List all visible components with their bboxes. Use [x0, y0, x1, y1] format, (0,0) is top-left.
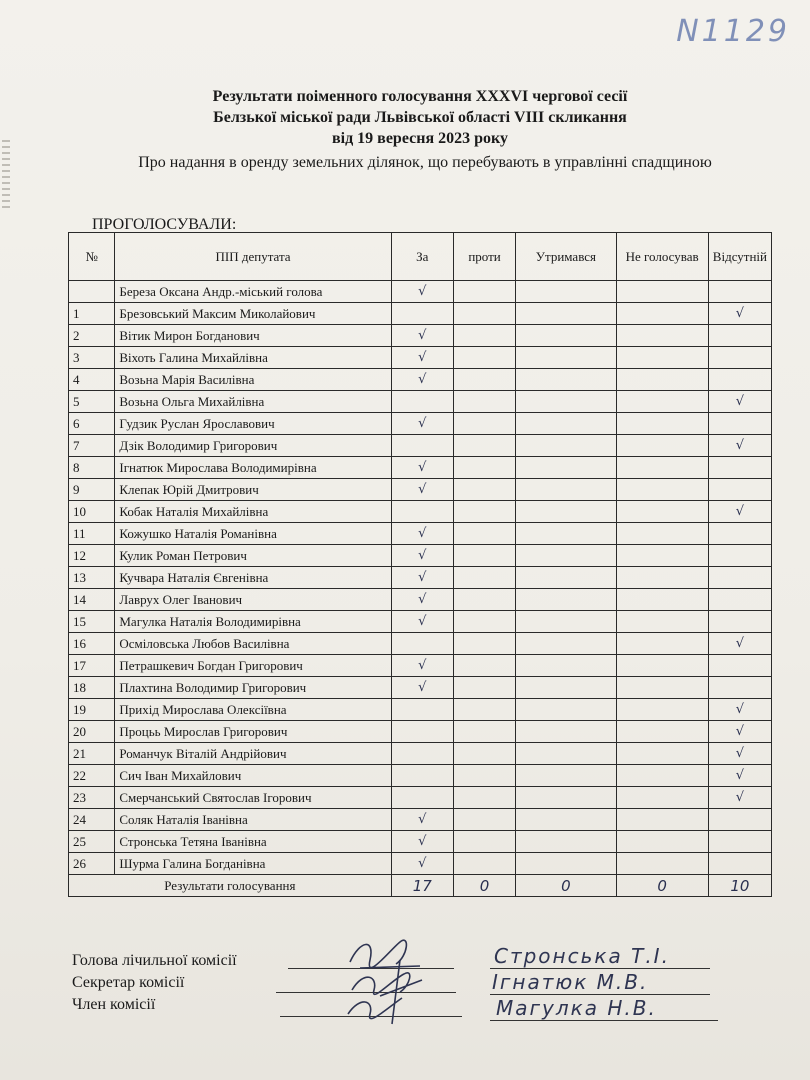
- header-name: ПІП депутата: [115, 233, 391, 281]
- row-abstained: [516, 369, 616, 391]
- results-abstained: 0: [516, 875, 616, 897]
- row-name: Береза Оксана Андр.-міський голова: [115, 281, 391, 303]
- row-number: 7: [69, 435, 115, 457]
- row-absent: [708, 457, 771, 479]
- row-not-voted: [616, 391, 708, 413]
- row-for: √: [391, 523, 453, 545]
- row-for: √: [391, 457, 453, 479]
- table-row: [69, 479, 772, 501]
- table-row: [69, 303, 772, 325]
- row-number: 9: [69, 479, 115, 501]
- title-line-3: від 19 вересня 2023 року: [332, 130, 508, 147]
- role-secretary: Секретар комісії: [72, 974, 185, 991]
- results-for: 17: [391, 875, 453, 897]
- row-for: [391, 501, 453, 523]
- row-not-voted: [616, 589, 708, 611]
- row-for: [391, 699, 453, 721]
- title-line-1: Результати поіменного голосування XXXVI чергової сесії: [212, 88, 628, 105]
- row-not-voted: [616, 677, 708, 699]
- row-for: [391, 435, 453, 457]
- row-against: [453, 567, 515, 589]
- row-for: [391, 765, 453, 787]
- table-row: [69, 765, 772, 787]
- row-absent: [708, 369, 771, 391]
- row-absent: √: [708, 743, 771, 765]
- handwritten-signatures: [330, 920, 440, 1030]
- row-abstained: [516, 589, 616, 611]
- table-row: [69, 655, 772, 677]
- row-against: [453, 303, 515, 325]
- row-abstained: [516, 567, 616, 589]
- row-for: [391, 743, 453, 765]
- table-row: [69, 545, 772, 567]
- row-number: 19: [69, 699, 115, 721]
- title-line-2: Белзької міської ради Львівської області VIII скликання: [213, 109, 627, 126]
- row-absent: [708, 545, 771, 567]
- row-name: Сич Іван Михайлович: [115, 765, 391, 787]
- header-absent: Відсутній: [708, 233, 771, 281]
- row-absent: [708, 567, 771, 589]
- row-against: [453, 501, 515, 523]
- row-for: √: [391, 655, 453, 677]
- row-not-voted: [616, 567, 708, 589]
- row-for: √: [391, 611, 453, 633]
- row-number: 14: [69, 589, 115, 611]
- row-not-voted: [616, 413, 708, 435]
- row-absent: [708, 589, 771, 611]
- table-row: [69, 501, 772, 523]
- votes-table: [68, 232, 772, 897]
- row-against: [453, 809, 515, 831]
- row-for: √: [391, 545, 453, 567]
- row-name: Петрашкевич Богдан Григорович: [115, 655, 391, 677]
- row-number: 17: [69, 655, 115, 677]
- row-absent: √: [708, 787, 771, 809]
- table-row: [69, 391, 772, 413]
- row-absent: √: [708, 721, 771, 743]
- row-against: [453, 677, 515, 699]
- results-label: Результати голосування: [69, 875, 392, 897]
- row-against: [453, 699, 515, 721]
- row-number: 25: [69, 831, 115, 853]
- row-for: √: [391, 369, 453, 391]
- table-row: [69, 369, 772, 391]
- row-against: [453, 347, 515, 369]
- row-for: [391, 303, 453, 325]
- row-name: Процьь Мирослав Григорович: [115, 721, 391, 743]
- row-against: [453, 853, 515, 875]
- row-number: 22: [69, 765, 115, 787]
- header-against: проти: [453, 233, 515, 281]
- row-against: [453, 611, 515, 633]
- row-number: 8: [69, 457, 115, 479]
- row-against: [453, 655, 515, 677]
- row-name: Кобак Наталія Михайлівна: [115, 501, 391, 523]
- table-row: [69, 787, 772, 809]
- row-against: [453, 435, 515, 457]
- row-abstained: [516, 655, 616, 677]
- results-not-voted: 0: [616, 875, 708, 897]
- row-name: Кучвара Наталія Євгенівна: [115, 567, 391, 589]
- row-number: 26: [69, 853, 115, 875]
- row-number: 13: [69, 567, 115, 589]
- name-line-member: [490, 1020, 718, 1021]
- row-against: [453, 413, 515, 435]
- row-absent: [708, 655, 771, 677]
- row-for: [391, 787, 453, 809]
- row-against: [453, 765, 515, 787]
- row-name: Шурма Галина Богданівна: [115, 853, 391, 875]
- row-for: √: [391, 479, 453, 501]
- header-not-voted: Не голосував: [616, 233, 708, 281]
- role-member: Член комісії: [72, 996, 156, 1013]
- role-chair: Голова лічильної комісії: [72, 952, 237, 969]
- row-abstained: [516, 611, 616, 633]
- row-not-voted: [616, 853, 708, 875]
- row-absent: [708, 325, 771, 347]
- row-not-voted: [616, 721, 708, 743]
- row-number: 21: [69, 743, 115, 765]
- row-number: 18: [69, 677, 115, 699]
- row-for: √: [391, 677, 453, 699]
- row-against: [453, 721, 515, 743]
- handwritten-name-secretary: Ігнатюк М.В.: [492, 970, 649, 994]
- row-not-voted: [616, 765, 708, 787]
- row-number: 15: [69, 611, 115, 633]
- row-abstained: [516, 325, 616, 347]
- row-for: √: [391, 831, 453, 853]
- row-number: [69, 281, 115, 303]
- row-against: [453, 325, 515, 347]
- row-number: 4: [69, 369, 115, 391]
- row-name: Прихід Мирослава Олексіївна: [115, 699, 391, 721]
- row-against: [453, 787, 515, 809]
- row-not-voted: [616, 435, 708, 457]
- row-abstained: [516, 281, 616, 303]
- row-for: √: [391, 281, 453, 303]
- row-abstained: [516, 743, 616, 765]
- row-against: [453, 545, 515, 567]
- row-abstained: [516, 501, 616, 523]
- table-row: [69, 325, 772, 347]
- row-absent: [708, 413, 771, 435]
- row-for: √: [391, 413, 453, 435]
- row-number: 1: [69, 303, 115, 325]
- row-abstained: [516, 545, 616, 567]
- table-row: [69, 347, 772, 369]
- row-abstained: [516, 809, 616, 831]
- row-not-voted: [616, 655, 708, 677]
- row-number: 6: [69, 413, 115, 435]
- row-against: [453, 589, 515, 611]
- row-absent: √: [708, 303, 771, 325]
- row-number: 10: [69, 501, 115, 523]
- row-abstained: [516, 523, 616, 545]
- table-row: [69, 457, 772, 479]
- row-abstained: [516, 457, 616, 479]
- row-abstained: [516, 435, 616, 457]
- row-abstained: [516, 633, 616, 655]
- row-number: 5: [69, 391, 115, 413]
- document-number: N1129: [676, 14, 790, 49]
- row-absent: [708, 809, 771, 831]
- row-name: Осміловська Любов Василівна: [115, 633, 391, 655]
- subject-text: Про надання в оренду земельних ділянок, що перебувають в управлінні спадщиною: [138, 154, 712, 171]
- table-row: [69, 281, 772, 303]
- row-name: Кулик Роман Петрович: [115, 545, 391, 567]
- row-abstained: [516, 765, 616, 787]
- row-absent: [708, 677, 771, 699]
- row-abstained: [516, 303, 616, 325]
- table-row: [69, 853, 772, 875]
- row-name: Клепак Юрій Дмитрович: [115, 479, 391, 501]
- row-against: [453, 479, 515, 501]
- row-not-voted: [616, 303, 708, 325]
- row-name: Стронська Тетяна Іванівна: [115, 831, 391, 853]
- table-row: [69, 589, 772, 611]
- row-absent: [708, 853, 771, 875]
- row-absent: [708, 347, 771, 369]
- row-against: [453, 391, 515, 413]
- row-abstained: [516, 699, 616, 721]
- row-name: Гудзик Руслан Ярославович: [115, 413, 391, 435]
- row-against: [453, 281, 515, 303]
- row-against: [453, 633, 515, 655]
- row-number: 24: [69, 809, 115, 831]
- row-abstained: [516, 677, 616, 699]
- row-for: √: [391, 589, 453, 611]
- row-absent: [708, 611, 771, 633]
- row-number: 16: [69, 633, 115, 655]
- name-line-chair: [490, 968, 710, 969]
- row-name: Кожушко Наталія Романівна: [115, 523, 391, 545]
- row-number: 2: [69, 325, 115, 347]
- handwritten-name-chair: Стронська Т.І.: [494, 944, 670, 968]
- row-not-voted: [616, 523, 708, 545]
- table-row: [69, 743, 772, 765]
- row-name: Возьна Ольга Михайлівна: [115, 391, 391, 413]
- row-name: Віхоть Галина Михайлівна: [115, 347, 391, 369]
- table-row: [69, 831, 772, 853]
- table-row: [69, 611, 772, 633]
- row-not-voted: [616, 831, 708, 853]
- row-not-voted: [616, 545, 708, 567]
- row-absent: [708, 523, 771, 545]
- table-row: [69, 677, 772, 699]
- row-number: 23: [69, 787, 115, 809]
- row-for: [391, 391, 453, 413]
- row-not-voted: [616, 611, 708, 633]
- row-not-voted: [616, 281, 708, 303]
- row-for: [391, 633, 453, 655]
- row-absent: √: [708, 391, 771, 413]
- header-for: За: [391, 233, 453, 281]
- row-not-voted: [616, 699, 708, 721]
- row-number: 12: [69, 545, 115, 567]
- row-absent: √: [708, 699, 771, 721]
- row-number: 20: [69, 721, 115, 743]
- binder-holes: [2, 140, 10, 210]
- row-number: 3: [69, 347, 115, 369]
- row-not-voted: [616, 347, 708, 369]
- row-name: Смерчанський Святослав Ігорович: [115, 787, 391, 809]
- table-row: [69, 523, 772, 545]
- row-absent: [708, 479, 771, 501]
- row-abstained: [516, 391, 616, 413]
- row-against: [453, 523, 515, 545]
- row-name: Дзік Володимир Григорович: [115, 435, 391, 457]
- row-name: Лаврух Олег Іванович: [115, 589, 391, 611]
- handwritten-name-member: Магулка Н.В.: [496, 996, 657, 1020]
- row-for: √: [391, 853, 453, 875]
- header-abstained: Утримався: [516, 233, 616, 281]
- results-against: 0: [453, 875, 515, 897]
- row-name: Магулка Наталія Володимирівна: [115, 611, 391, 633]
- row-not-voted: [616, 787, 708, 809]
- row-against: [453, 743, 515, 765]
- row-name: Плахтина Володимир Григорович: [115, 677, 391, 699]
- row-against: [453, 457, 515, 479]
- row-absent: √: [708, 633, 771, 655]
- row-abstained: [516, 787, 616, 809]
- row-absent: [708, 281, 771, 303]
- row-for: √: [391, 347, 453, 369]
- row-abstained: [516, 831, 616, 853]
- row-not-voted: [616, 369, 708, 391]
- results-row: [69, 875, 772, 897]
- row-not-voted: [616, 809, 708, 831]
- voted-label: ПРОГОЛОСУВАЛИ:: [92, 216, 237, 233]
- row-name: Ігнатюк Мирослава Володимирівна: [115, 457, 391, 479]
- table-row: [69, 567, 772, 589]
- row-abstained: [516, 479, 616, 501]
- row-name: Вітик Мирон Богданович: [115, 325, 391, 347]
- table-row: [69, 633, 772, 655]
- row-not-voted: [616, 633, 708, 655]
- row-abstained: [516, 853, 616, 875]
- row-number: 11: [69, 523, 115, 545]
- row-name: Соляк Наталія Іванівна: [115, 809, 391, 831]
- header-number: №: [69, 233, 115, 281]
- row-name: Возьна Марія Василівна: [115, 369, 391, 391]
- row-for: √: [391, 809, 453, 831]
- table-header-row: [69, 233, 772, 281]
- row-absent: √: [708, 501, 771, 523]
- row-against: [453, 369, 515, 391]
- row-for: √: [391, 567, 453, 589]
- row-name: Брезовський Максим Миколайович: [115, 303, 391, 325]
- table-row: [69, 809, 772, 831]
- row-absent: [708, 831, 771, 853]
- row-against: [453, 831, 515, 853]
- table-row: [69, 721, 772, 743]
- row-not-voted: [616, 325, 708, 347]
- row-not-voted: [616, 479, 708, 501]
- table-row: [69, 699, 772, 721]
- row-absent: √: [708, 435, 771, 457]
- row-name: Романчук Віталій Андрійович: [115, 743, 391, 765]
- row-not-voted: [616, 457, 708, 479]
- row-for: [391, 721, 453, 743]
- row-not-voted: [616, 743, 708, 765]
- row-absent: √: [708, 765, 771, 787]
- row-abstained: [516, 721, 616, 743]
- results-absent: 10: [708, 875, 771, 897]
- table-row: [69, 435, 772, 457]
- row-for: √: [391, 325, 453, 347]
- row-not-voted: [616, 501, 708, 523]
- row-abstained: [516, 347, 616, 369]
- table-row: [69, 413, 772, 435]
- row-abstained: [516, 413, 616, 435]
- name-line-secretary: [490, 994, 710, 995]
